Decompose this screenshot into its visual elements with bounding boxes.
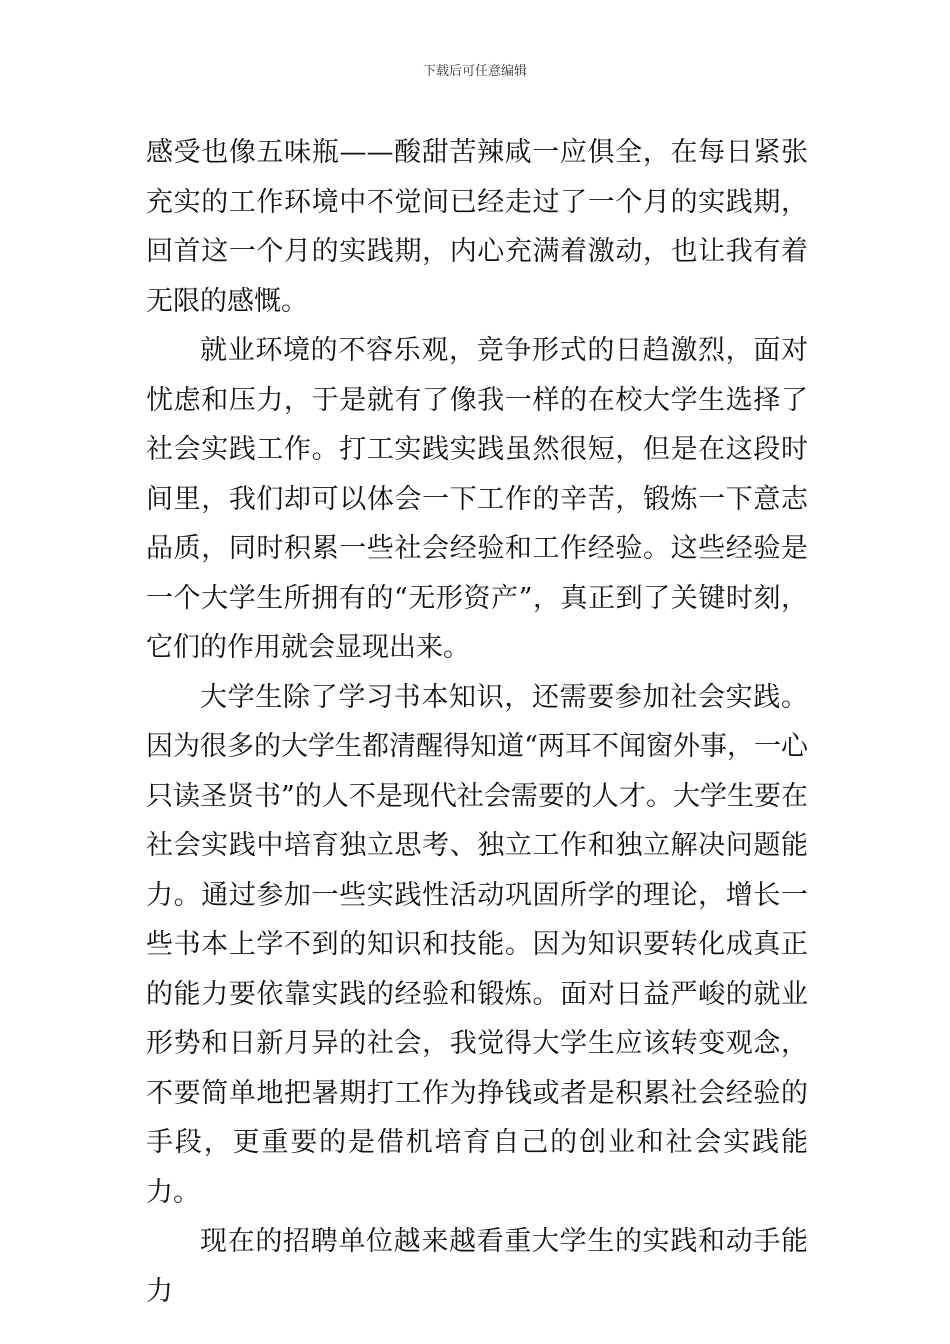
paragraph-3: 大学生除了学习书本知识，还需要参加社会实践。因为很多的大学生都清醒得知道“两耳不闻窗外事，一心只读圣贤书”的人不是现代社会需要的人才。大学生要在社会实践中培育独立思考、独立工作和独立解决问题能力。通过参加一些实践性活动巩固所学的理论，增长一些书本上学不到的知识和技能。因为知识要转化成真正的能力要依靠实践的经验和锻炼。面对日益严峻的就业形势和日新月异的社会，我觉得大学生应该转变观念，不要简单地把暑期打工作为挣钱或者是积累社会经验的手段，更重要的是借机培育自己的创业和社会实践能力。 — [146, 681, 808, 1208]
paragraph-4: 现在的招聘单位越来越看重大学生的实践和动手能力 — [146, 1226, 808, 1307]
paragraph-2: 就业环境的不容乐观，竞争形式的日趋激烈，面对忧虑和压力，于是就有了像我一样的在校大学生选择了社会实践工作。打工实践实践虽然很短，但是在这段时间里，我们却可以体会一下工作的辛苦，锻炼一下意志品质，同时积累一些社会经验和工作经验。这些经验是一个大学生所拥有的“无形资产”，真正到了关键时刻，它们的作用就会显现出来。 — [146, 335, 808, 663]
document-body — [146, 128, 808, 1316]
header-note: 下载后可任意编辑 — [422, 64, 527, 79]
paragraph-1: 感受也像五味瓶——酸甜苦辣咸一应俱全，在每日紧张充实的工作环境中不觉间已经走过了一个月的实践期，回首这一个月的实践期，内心充满着激动，也让我有着无限的感慨。 — [146, 137, 808, 317]
